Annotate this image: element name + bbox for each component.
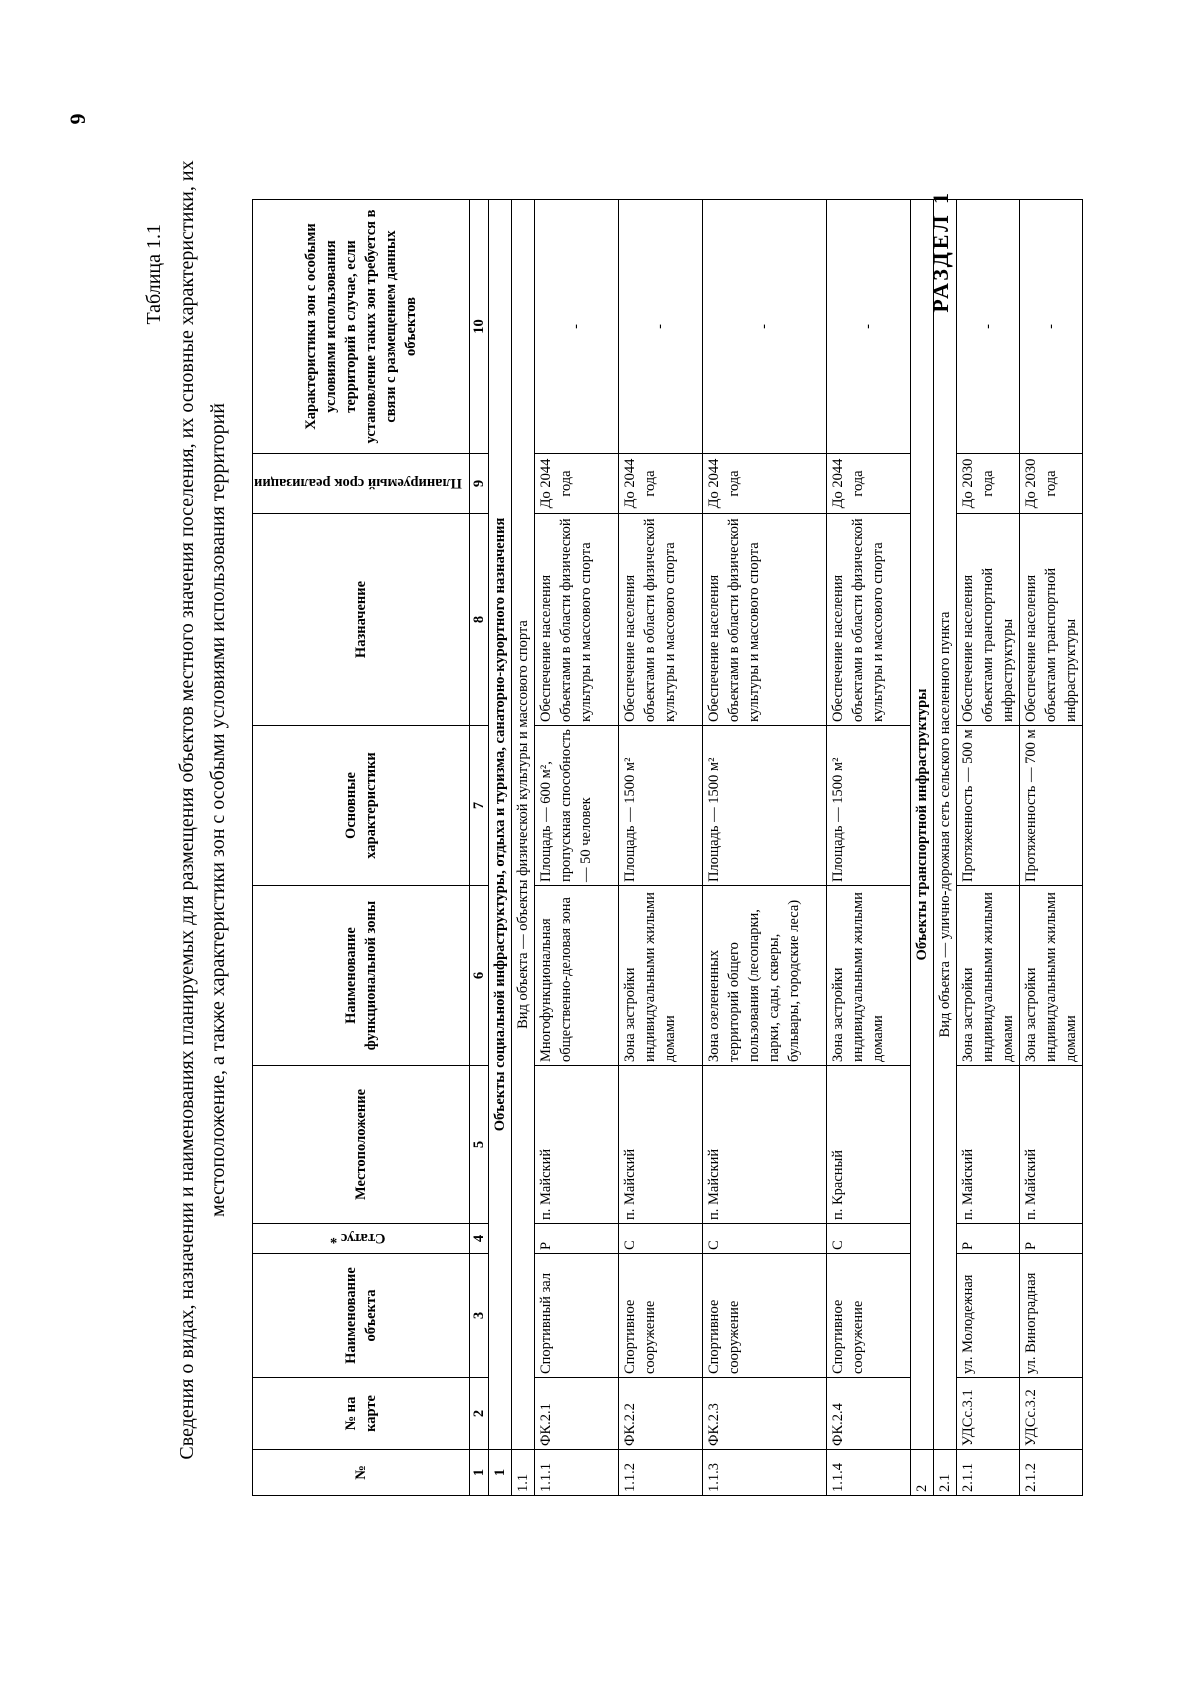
row-map: УДСс.3.2 <box>1019 1378 1082 1450</box>
header-status <box>253 1224 470 1254</box>
row-chars: Протяженность — 500 м <box>956 726 1019 886</box>
row-status: Р <box>534 1224 618 1254</box>
row-term: До 2044 года <box>826 454 910 514</box>
group-num: 1 <box>488 1450 511 1496</box>
row-term: До 2030 года <box>956 454 1019 514</box>
row-chars: Площадь — 1500 м² <box>826 726 910 886</box>
header-term <box>253 454 470 514</box>
subgroup-title: Вид объекта — объекты физической культуры и массового спорта <box>511 200 534 1450</box>
header-row <box>253 200 470 1496</box>
row-location: п. Майский <box>618 1066 702 1224</box>
row-purpose: Обеспечение населения объектами в области физической культуры и массового спорта <box>534 514 618 726</box>
header-characteristics: Основные характеристики <box>253 726 470 886</box>
column-number: 9 <box>469 454 488 514</box>
row-special: - <box>956 200 1019 454</box>
row-special: - <box>1019 200 1082 454</box>
row-zone: Зона застройки индивидуальными жилыми домами <box>956 886 1019 1066</box>
rotated-page-content <box>90 110 1079 1510</box>
header-purpose: Назначение <box>253 514 470 726</box>
row-num: 2.1.2 <box>1019 1450 1082 1496</box>
row-map: ФК.2.3 <box>702 1378 826 1450</box>
column-number: 8 <box>469 514 488 726</box>
table-row <box>618 200 702 1496</box>
row-term: До 2044 года <box>702 454 826 514</box>
row-name: Спортивное сооружение <box>702 1254 826 1378</box>
row-location: п. Майский <box>534 1066 618 1224</box>
row-num: 1.1.1 <box>534 1450 618 1496</box>
row-special: - <box>618 200 702 454</box>
header-location: Местоположение <box>253 1066 470 1224</box>
row-zone: Зона застройки индивидуальными жилыми домами <box>826 886 910 1066</box>
row-location: п. Майский <box>956 1066 1019 1224</box>
group-title: Объекты транспортной инфраструктуры <box>910 200 933 1450</box>
row-map: ФК.2.1 <box>534 1378 618 1450</box>
row-special: - <box>702 200 826 454</box>
row-zone: Зона застройки индивидуальными жилыми домами <box>618 886 702 1066</box>
row-term: До 2044 года <box>534 454 618 514</box>
row-name: ул. Молодежная <box>956 1254 1019 1378</box>
header-map-num: № на карте <box>253 1378 470 1450</box>
group-row <box>910 200 933 1496</box>
row-purpose: Обеспечение населения объектами в области физической культуры и массового спорта <box>702 514 826 726</box>
column-number: 6 <box>469 886 488 1066</box>
row-status: С <box>618 1224 702 1254</box>
section-label: РАЗДЕЛ 1 <box>928 190 953 313</box>
row-zone: Зона застройки индивидуальными жилыми домами <box>1019 886 1082 1066</box>
subgroup-num: 2.1 <box>933 1450 956 1496</box>
column-number: 2 <box>469 1378 488 1450</box>
header-status-text: Статус * <box>330 1230 386 1247</box>
row-status: С <box>702 1224 826 1254</box>
table-label: Таблица 1.1 <box>143 224 165 325</box>
row-map: УДСс.3.1 <box>956 1378 1019 1450</box>
header-num: № <box>253 1450 470 1496</box>
row-chars: Площадь — 600 м², пропускная способность — 50 человек <box>534 726 618 886</box>
row-num: 1.1.4 <box>826 1450 910 1496</box>
header-term-text: Планируемый срок реализации <box>254 475 462 492</box>
row-special: - <box>826 200 910 454</box>
row-map: ФК.2.2 <box>618 1378 702 1450</box>
row-map: ФК.2.4 <box>826 1378 910 1450</box>
row-chars: Площадь — 1500 м² <box>702 726 826 886</box>
column-number: 10 <box>469 200 488 454</box>
row-name: Спортивное сооружение <box>618 1254 702 1378</box>
group-num: 2 <box>910 1450 933 1496</box>
row-location: п. Красный <box>826 1066 910 1224</box>
column-numbers-row <box>469 200 488 1496</box>
subgroup-row <box>933 200 956 1496</box>
row-name: ул. Виноградная <box>1019 1254 1082 1378</box>
column-number: 1 <box>469 1450 488 1496</box>
header-zone-name: Наименование функциональной зоны <box>253 886 470 1066</box>
row-purpose: Обеспечение населения объектами транспортной инфраструктуры <box>956 514 1019 726</box>
row-chars: Площадь — 1500 м² <box>618 726 702 886</box>
header-object-name: Наименование объекта <box>253 1254 470 1378</box>
row-num: 2.1.1 <box>956 1450 1019 1496</box>
subgroup-num: 1.1 <box>511 1450 534 1496</box>
column-number: 5 <box>469 1066 488 1224</box>
table-row <box>702 200 826 1496</box>
row-term: До 2030 года <box>1019 454 1082 514</box>
row-chars: Протяженность — 700 м <box>1019 726 1082 886</box>
row-status: Р <box>956 1224 1019 1254</box>
row-zone: Зона озелененных территорий общего пользования (лесопарки, парки, сады, скверы, бульвары, городские леса) <box>702 886 826 1066</box>
group-row <box>488 200 511 1496</box>
column-number: 7 <box>469 726 488 886</box>
column-number: 3 <box>469 1254 488 1378</box>
row-status: С <box>826 1224 910 1254</box>
group-title: Объекты социальной инфраструктуры, отдыха и туризма, санаторно-курортного назначения <box>488 200 511 1450</box>
row-name: Спортивное сооружение <box>826 1254 910 1378</box>
objects-table <box>252 199 1083 1496</box>
row-special: - <box>534 200 618 454</box>
row-purpose: Обеспечение населения объектами транспортной инфраструктуры <box>1019 514 1082 726</box>
row-purpose: Обеспечение населения объектами в области физической культуры и массового спорта <box>826 514 910 726</box>
column-number: 4 <box>469 1224 488 1254</box>
table-caption: Сведения о видах, назначении и наименованиях планируемых для размещения объектов местного значения поселения, их основные характеристики, их местоположение, а также характеристики зон с особыми условиями использования территорий <box>176 160 229 1460</box>
table-row <box>826 200 910 1496</box>
row-location: п. Майский <box>1019 1066 1082 1224</box>
subgroup-row <box>511 200 534 1496</box>
header-special-zones: Характеристики зон с особыми условиями использования территорий в случае, если установление таких зон требуется в связи с размещением данных объектов <box>253 200 470 454</box>
row-name: Спортивный зал <box>534 1254 618 1378</box>
row-num: 1.1.3 <box>702 1450 826 1496</box>
row-purpose: Обеспечение населения объектами в области физической культуры и массового спорта <box>618 514 702 726</box>
row-zone: Многофункциональная общественно-деловая зона <box>534 886 618 1066</box>
table-row <box>1019 200 1082 1496</box>
row-term: До 2044 года <box>618 454 702 514</box>
table-row <box>956 200 1019 1496</box>
row-status: Р <box>1019 1224 1082 1254</box>
subgroup-title: Вид объекта — улично-дорожная сеть сельского населенного пункта <box>933 200 956 1450</box>
row-num: 1.1.2 <box>618 1450 702 1496</box>
table-row <box>534 200 618 1496</box>
row-location: п. Майский <box>702 1066 826 1224</box>
page-number: 6 <box>65 113 91 125</box>
